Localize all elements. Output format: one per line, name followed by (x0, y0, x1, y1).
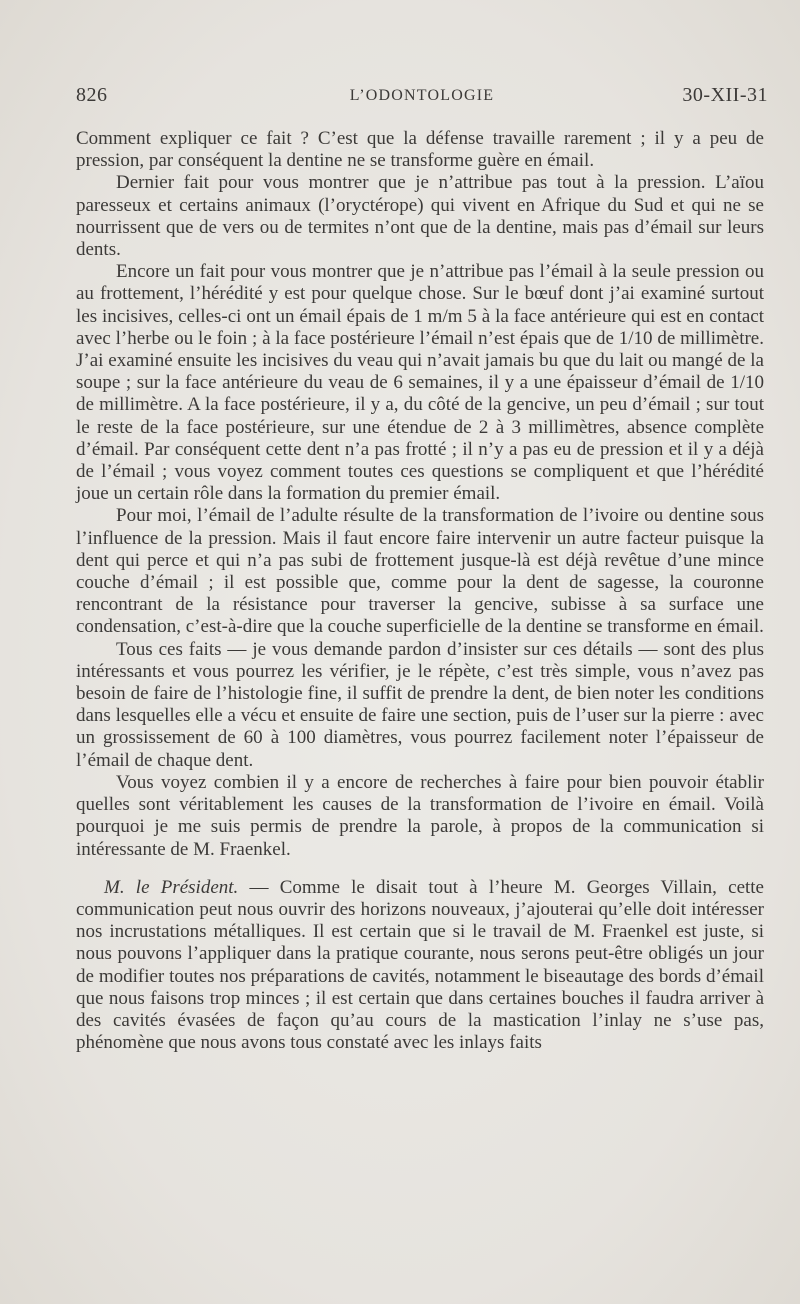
speaker-paragraph (76, 877, 764, 1055)
issue-date: 30-XII-31 (682, 84, 768, 106)
article-body (76, 128, 764, 1054)
journal-title: L’ODONTOLOGIE (349, 87, 495, 104)
speaker-name: M. le Président. (104, 876, 239, 898)
paragraph: Tous ces faits — je vous demande pardon d’insister sur ces détails — sont des plus intéressants et vous pourrez les vérifier, je le répète, c’est très simple, vous n’avez pas besoin de faire de l’histologie fine, il suffit de prendre la dent, de bien noter les conditions dans lesquelles elle a vécu et ensuite de faire une section, puis de l’user sur la pierre : avec un grossissement de 60 à 100 diamètres, vous pourrez facilement noter l’épaisseur de l’émail de chaque dent. (76, 638, 764, 771)
page-number: 826 (76, 84, 108, 106)
paragraph: Dernier fait pour vous montrer que je n’attribue pas tout à la pression. L’aïou paresseux et certains animaux (l’oryctérope) qui vivent en Afrique du Sud et qui ne se nourrissent que de vers ou de termites n’ont que de la dentine, mais pas d’émail sur leurs dents. (76, 172, 764, 261)
paragraph: Encore un fait pour vous montrer que je n’attribue pas l’émail à la seule pression ou au frottement, l’hérédité y est pour quelque chose. Sur le bœuf dont j’ai examiné surtout les incisives, celles-ci ont un émail épais de 1 m/m 5 à la face antérieure qui est en contact avec l’herbe ou le foin ; à la face postérieure l’émail n’est épais que de 1/10 de millimètre. J’ai examiné ensuite les incisives du veau qui n’avait jamais bu que du lait ou mangé de la soupe ; sur la face antérieure du veau de 6 semaines, il y a une épaisseur d’émail de 1/10 de millimètre. A la face postérieure, il y a, du côté de la gencive, un peu d’émail ; sur tout le reste de la face postérieure, sur une étendue de 2 à 3 millimètres, absence complète d’émail. Par conséquent cette dent n’a pas frotté ; il n’y a pas eu de pression et il y a déjà de l’émail ; vous voyez comment toutes ces questions se compliquent et que l’hérédité joue un certain rôle dans la formation du premier émail. (76, 261, 764, 505)
paragraph: Vous voyez combien il y a encore de recherches à faire pour bien pouvoir établir quelles sont véritablement les causes de la transformation de l’ivoire en émail. Voilà pourquoi je me suis permis de prendre la parole, à propos de la communication si intéressante de M. Fraenkel. (76, 771, 764, 860)
running-header (76, 84, 768, 114)
paragraph: Pour moi, l’émail de l’adulte résulte de la transformation de l’ivoire ou dentine sous l’influence de la pression. Mais il faut encore faire intervenir un autre facteur puisque la dent qui perce et qui n’a pas subi de frottement jusque-là est déjà revêtue d’une mince couche d’émail ; il est possible que, comme pour la dent de sagesse, la couronne rencontrant de la résistance pour traverser la gencive, subisse à sa surface une condensation, c’est-à-dire que la couche superficielle de la dentine se transforme en émail. (76, 505, 764, 638)
paragraph-continued: Comment expliquer ce fait ? C’est que la défense travaille rarement ; il y a peu de pression, par conséquent la dentine ne se transforme guère en émail. (76, 128, 764, 172)
speech-text: — Comme le disait tout à l’heure M. Georges Villain, cette communication peut nous ouvrir des horizons nouveaux, j’ajouterai qu’elle doit intéresser nos incrustations métalliques. Il est certain que si le travail de M. Fraenkel est juste, si nous pouvons l’appliquer dans la pratique courante, nous serons peut-être obligés un jour de modifier toutes nos préparations de cavités, notamment le biseautage des bords d’émail que nous faisons trop minces ; il est certain que dans certaines bouches il faudra arriver à des cavités évasées de façon qu’au cours de la mastication l’inlay ne s’use pas, phénomène que nous avons tous constaté avec les inlays faits (76, 876, 764, 1054)
